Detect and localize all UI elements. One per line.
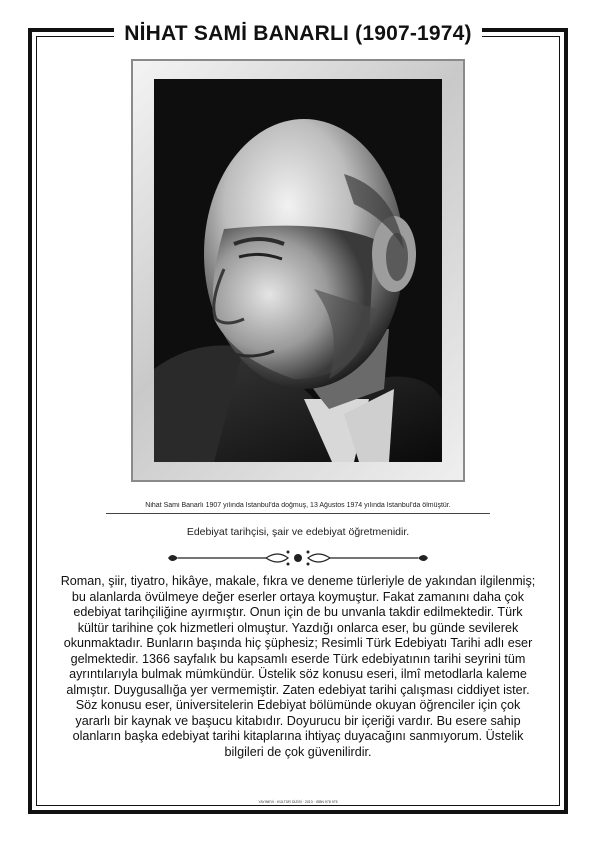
poster-title: NİHAT SAMİ BANARLI (1907-1974) bbox=[114, 22, 482, 46]
title-container bbox=[0, 22, 596, 46]
portrait-photo bbox=[154, 79, 442, 462]
subtitle: Edebiyat tarihçisi, şair ve edebiyat öğretmenidir. bbox=[186, 526, 410, 538]
biography-paragraph: Roman, şiir, tiyatro, hikâye, makale, fıkra ve deneme türleriyle de yakından ilgilenmiş; bu alanlarda övülmeye değer eserler ortaya koymuştur. Fakat zamanını daha çok edebiyat tarihçiliğine ayırmıştır. Onun için de bu unvanla takdir edilmektedir. Türk kültür tarihine çok hizmetleri olmuştur. Yazdığı onlarca eser, bu günde sevilerek okunmaktadır. Bunların başında hiç şüphesiz; Resimli Türk Edebiyatı Tarihi adlı eser gelmektedir. 1366 sayfalık bu kapsamlı eserde Türk edebiyatının tarihi seyrini tüm ayrıntılarıyla bulmak mümkündür. Üstelik söz konusu eseri, ilmî metodlarla kaleme almıştır. Duygusallığa yer vermemiştir. Zaten edebiyat tarihi çalışması ciddiyet ister. Söz konusu eser, üniversitelerin Edebiyat bölümünde okuyan öğrenciler için çok yararlı bir kaynak ve başucu kitabıdır. Doyurucu bir içeriği vardır. Bu esere sahip olanların başka edebiyat tarihi kitaplarına ihtiyaç duyacağını sanmıyorum. Üstelik bilgileri de çok güvenilirdir. bbox=[60, 574, 536, 759]
caption-divider bbox=[106, 513, 490, 514]
biography-text bbox=[60, 574, 536, 760]
publisher-footer: YAYINEVİ · KÜLTÜR DİZİSİ · 2013 · ISBN 978 975 bbox=[258, 800, 338, 804]
ornament-divider bbox=[168, 548, 428, 568]
portrait-illustration bbox=[154, 79, 442, 462]
photo-caption: Nihat Sami Banarlı 1907 yılında İstanbul'da doğmuş, 13 Ağustos 1974 yılında İstanbul'da ölmüştür. bbox=[145, 502, 451, 509]
portrait-frame bbox=[131, 59, 465, 482]
